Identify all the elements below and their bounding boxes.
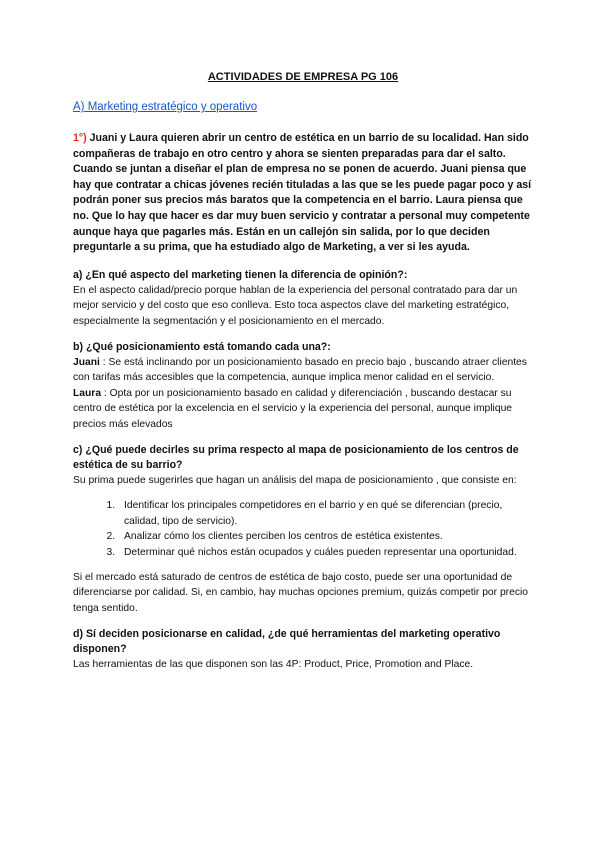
answer-a: En el aspecto calidad/precio porque hablan de la experiencia del personal contratado para dar un mejor servicio y del costo que eso conlleva. Esto toca aspectos clave del marketing estratégico, especialmente la segmentación y el posicionamiento en el mercado. xyxy=(73,284,518,327)
question-c-block xyxy=(73,443,533,616)
answer-b-laura xyxy=(73,386,533,432)
intro-paragraph xyxy=(73,131,533,256)
answer-c-list xyxy=(73,498,533,560)
juani-text: : Se está inclinando por un posicionamiento basado en precio bajo , buscando atraer clientes con tarifas más accesibles que la competencia, aunque implica menor calidad en el servicio. xyxy=(73,356,527,384)
list-item: 2. Analizar cómo los clientes perciben los centros de estética existentes. xyxy=(118,529,533,544)
answer-b-juani xyxy=(73,355,533,386)
laura-label: Laura xyxy=(73,387,102,399)
list-item: 3. Determinar qué nichos están ocupados y cuáles pueden representar una oportunidad. xyxy=(118,545,533,560)
question-d: d) Sí deciden posicionarse en calidad, ¿de qué herramientas del marketing operativo disponen? xyxy=(73,628,501,656)
question-b-block xyxy=(73,340,533,432)
answer-d: Las herramientas de las que disponen son las 4P: Product, Price, Promotion and Place. xyxy=(73,659,474,671)
question-d-block xyxy=(73,627,533,672)
intro-text: Juani y Laura quieren abrir un centro de estética en un barrio de su localidad. Han sido compañeras de trabajo en otro centro y ahora se sienten preparadas para dar el salto. Cuando se juntan a diseñar el plan de empresa no se ponen de acuerdo. Juani piensa que hay que contratar a chicas jóvenes recién tituladas a las que se les puede pagar poco y así podrán poner sus precios más baratos que la competencia en el barrio. Laura piensa que no. Que lo hay que hacer es dar muy buen servicio y contratar a personal muy competente aunque haya que pagarles más. Están en un callejón sin salida, por lo que deciden preguntarle a su prima, que ha estudiado algo de Marketing, a ver si les ayuda. xyxy=(73,132,532,254)
question-a: a) ¿En qué aspecto del marketing tienen la diferencia de opinión?: xyxy=(73,268,408,281)
juani-label: Juani xyxy=(73,356,100,368)
intro-number: 1°) xyxy=(73,132,87,144)
question-b: b) ¿Qué posicionamiento está tomando cada una?: xyxy=(73,340,331,353)
document-page xyxy=(73,71,533,684)
laura-text: : Opta por un posicionamiento basado en calidad y diferenciación , buscando destacar su centro de estética por la excelencia en el servicio y la experiencia del personal, aunque implique precios más elevados xyxy=(73,387,513,430)
list-item: 1. Identificar los principales competidores en el barrio y en qué se diferencian (precio, calidad, tipo de servicio). xyxy=(118,498,533,529)
question-a-block xyxy=(73,268,533,329)
answer-c-conclusion: Si el mercado está saturado de centros de estética de bajo costo, puede ser una oportunidad de diferenciarse por calidad. Si, en cambio, hay muchas opciones premium, quizás competir por precio tenga sentido. xyxy=(73,572,528,614)
question-c: c) ¿Qué puede decirles su prima respecto al mapa de posicionamiento de los centros de estética de su barrio? xyxy=(73,444,519,471)
section-heading-link[interactable]: A) Marketing estratégico y operativo xyxy=(73,101,258,113)
answer-c-intro: Su prima puede sugerirles que hagan un análisis del mapa de posicionamiento , que consiste en: xyxy=(73,475,517,486)
document-title: ACTIVIDADES DE EMPRESA PG 106 xyxy=(207,71,399,83)
